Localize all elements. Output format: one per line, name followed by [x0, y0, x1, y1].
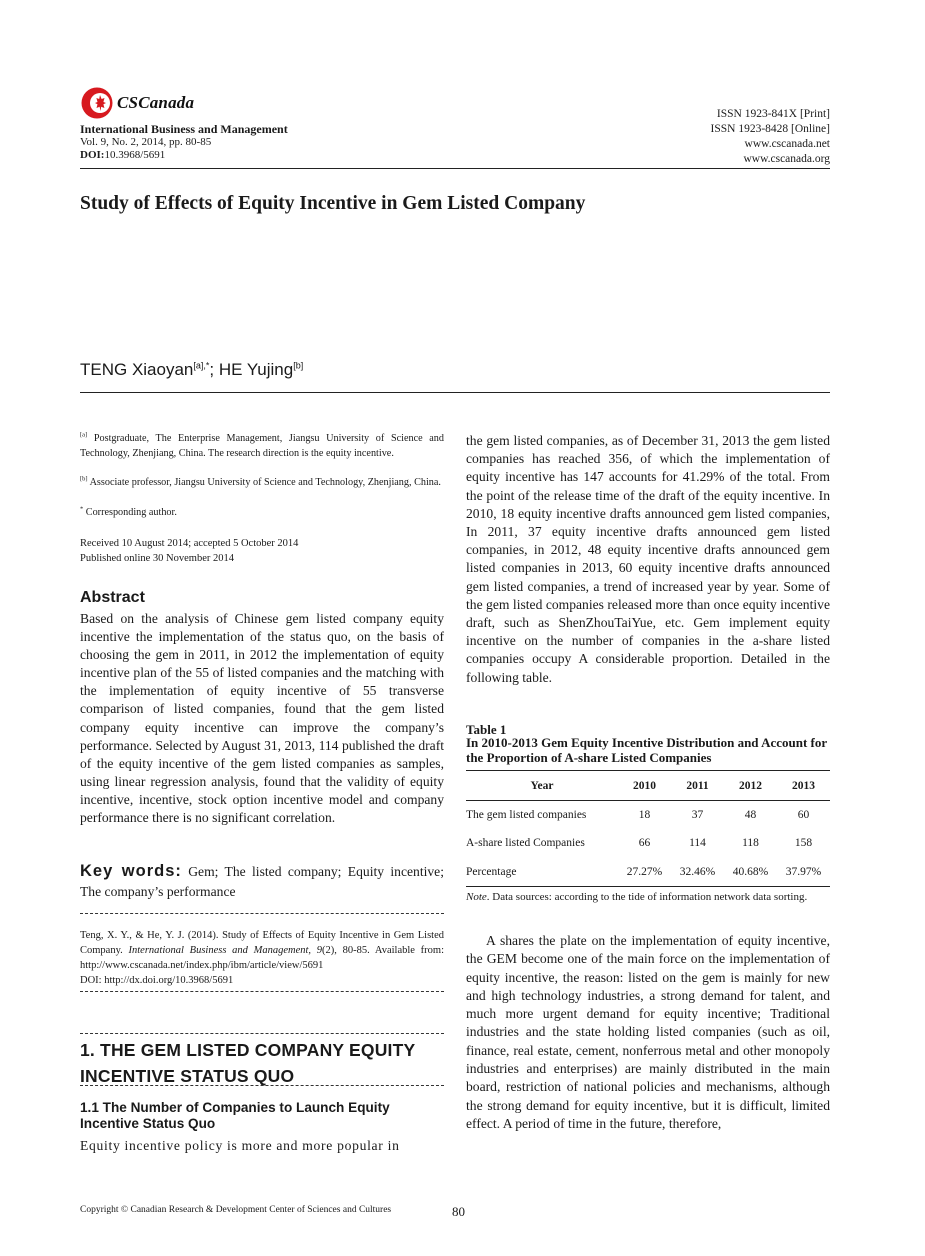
citation-url[interactable]: (2), 80-85. Available from: http://www.cscanada.net/index.php/ibm/article/view/5691: [80, 945, 445, 971]
citation-journal: International Business and Management,: [128, 945, 312, 956]
citation-volume: 9: [311, 945, 323, 956]
table-cell: 158: [794, 837, 813, 850]
issn-online: ISSN 1923-8428 [Online]: [710, 123, 830, 135]
author-1: TENG Xiaoyan: [80, 360, 194, 379]
table-cell: 37: [691, 809, 704, 821]
keywords-text: Gem; The listed company; Equity incentive; The company’s performance: [80, 864, 444, 899]
table-cell: 37.97%: [777, 858, 830, 887]
right-paragraph-1: the gem listed companies, as of December 31, 2013 the gem listed companies has reached 356, of which the implementation of equity incentive has 147 accounts for 41.29% of the total. From the point of the release time of the draft of the equity incentive. In 2010, 18 equity incentive drafts announced gem listed companies, In 2011, 37 equity incentive drafts announced gem listed companies, in 2012, 48 equity incentive drafts announced gem listed companies in 2013, 60 equity incentive drafts announced gem listed companies, a trend of increased year by year. Some of the gem listed companies released more than once equity incentive draft, such as ShenZhouTaiYue, etc. Gem implement equity incentive on the number of companies in the a-share listed companies occupy A considerable proportion. Detailed in the following table.: [466, 433, 830, 685]
author-2: HE Yujing: [218, 360, 294, 379]
section-divider-top: [80, 1033, 444, 1034]
table-cell: Percentage: [466, 858, 618, 887]
dates-block: [80, 537, 298, 566]
table-row: [466, 829, 830, 858]
site-link-net[interactable]: www.cscanada.net: [744, 138, 830, 150]
authors-divider: [80, 392, 830, 393]
corresponding-mark: *: [80, 505, 84, 513]
corresponding-text: Corresponding author.: [83, 507, 177, 518]
citation-divider-bottom: [80, 991, 444, 992]
published-date: Published online 30 November 2014: [80, 552, 234, 564]
table-header-cell: 2012: [724, 771, 777, 801]
affiliation-b-mark: [b]: [80, 475, 88, 483]
affiliation-b-text: Associate professor, Jiangsu University of Science and Technology, Zhenjiang, China.: [87, 477, 441, 488]
section-1-1-heading: 1.1 The Number of Companies to Launch Equity Incentive Status Quo: [80, 1100, 390, 1131]
table-cell: 114: [689, 837, 706, 850]
author-1-mark: [a],*: [193, 360, 210, 371]
abstract-heading: Abstract: [80, 589, 145, 606]
table-cell: 60: [797, 809, 810, 821]
affiliation-a-text: Postgraduate, The Enterprise Management, Jiangsu University of Science and Technology, Zhenjiang, China. The research direction is the equity incentive.: [80, 433, 444, 459]
citation-divider-top: [80, 913, 444, 914]
table-header-row: [466, 771, 830, 801]
site-link-org[interactable]: www.cscanada.org: [743, 153, 830, 165]
affiliation-a: [80, 432, 444, 461]
table-cell: 18: [638, 809, 651, 821]
table-label: Table 1: [466, 722, 507, 737]
citation-block: [80, 928, 444, 988]
affiliation-b: [80, 476, 444, 491]
corresponding-note: [80, 506, 444, 521]
citation-doi[interactable]: DOI: http://dx.doi.org/10.3968/5691: [80, 975, 234, 986]
table-cell: 40.68%: [724, 858, 777, 887]
table-cell: 32.46%: [671, 858, 724, 887]
volume-info: Vol. 9, No. 2, 2014, pp. 80-85: [80, 136, 212, 148]
table-caption: In 2010-2013 Gem Equity Incentive Distribution and Account for the Proportion of A-share Listed Companies: [466, 735, 827, 765]
table-note-label: Note: [466, 891, 487, 903]
maple-leaf-logo-icon: [80, 86, 114, 120]
header-divider: [80, 168, 830, 169]
journal-name: International Business and Management: [80, 122, 288, 136]
table-cell: 48: [744, 809, 757, 821]
keywords-heading: Key words:: [80, 862, 182, 880]
citation-text: Teng, X. Y., & He, Y. J. (2014). Study of Effects of Equity Incentive in Gem Listed Company.: [80, 930, 444, 956]
section-1-1-body: Equity incentive policy is more and more popular in: [80, 1138, 400, 1153]
page-number: 80: [452, 1204, 465, 1219]
publisher-logo: [80, 86, 230, 120]
section-divider-bottom: [80, 1085, 444, 1086]
table-header-cell: Year: [466, 771, 618, 801]
author-line: [80, 360, 303, 380]
affiliation-a-mark: [a]: [80, 431, 88, 439]
table-header-cell: 2013: [777, 771, 830, 801]
table-cell: 118: [742, 837, 759, 850]
issn-block: [711, 107, 830, 167]
data-table: [466, 770, 830, 887]
doi-line: [80, 149, 165, 161]
table-cell: A-share listed Companies: [466, 837, 585, 850]
table-note-text: . Data sources: according to the tide of information network data sorting.: [486, 891, 808, 903]
table-cell: The gem listed companies: [466, 809, 587, 821]
table-header-cell: 2010: [618, 771, 671, 801]
copyright-notice: Copyright © Canadian Research & Development Center of Sciences and Cultures: [80, 1205, 392, 1215]
table-cell: 66: [638, 837, 651, 850]
right-paragraph-2: A shares the plate on the implementation of equity incentive, the GEM become one of the main force on the implementation of equity incentive, the reason: listed on the gem is mainly for new and high technology industries, a strong demand for talent, and much more urgent demand for equity incentive; Traditional industries and the state holding listed companies (such as oil, finance, real estate, cement, nonferrous metal and other monopoly industries and enterprises) are mainly distributed in the main board, restriction of national policies and mechanisms, although the strong demand for equity incentive, but it is difficult, limited effect. A period of time in the future, therefore,: [466, 933, 830, 1131]
doi-label: DOI:: [80, 149, 105, 161]
author-2-mark: [b]: [293, 360, 304, 371]
table-row: [466, 858, 830, 887]
section-1-heading: 1. THE GEM LISTED COMPANY EQUITY INCENTIVE STATUS QUO: [80, 1040, 416, 1086]
table-row: [466, 801, 830, 830]
issn-print: ISSN 1923-841X [Print]: [716, 108, 830, 120]
received-date: Received 10 August 2014; accepted 5 October 2014: [80, 538, 299, 549]
article-title: Study of Effects of Equity Incentive in Gem Listed Company: [80, 193, 586, 214]
table-cell: 27.27%: [618, 858, 671, 887]
keywords: [80, 861, 444, 902]
table-note: [466, 890, 830, 905]
author-separator: ;: [209, 360, 219, 379]
abstract-body: Based on the analysis of Chinese gem listed company equity incentive the implementation of the status quo, on the basis of choosing the gem in 2011, in 2012 the implementation of equity incentive plan of the 55 of listed companies and the matching with the implementation of equity incentive of 55 transverse comparison of listed companies, found that the gem listed company equity incentive can improve the company’s performance. Selected by August 31, 2013, 114 published the draft of the equity incentive of the gem listed companies as samples, using linear regression analysis, found that the validity of equity incentive, incentive, stock option incentive model and company performance there is no significant correlation.: [80, 611, 444, 826]
table-header-cell: 2011: [671, 771, 724, 801]
doi-value: 10.3968/5691: [104, 149, 166, 161]
brand-name: CSCanada: [117, 93, 195, 112]
